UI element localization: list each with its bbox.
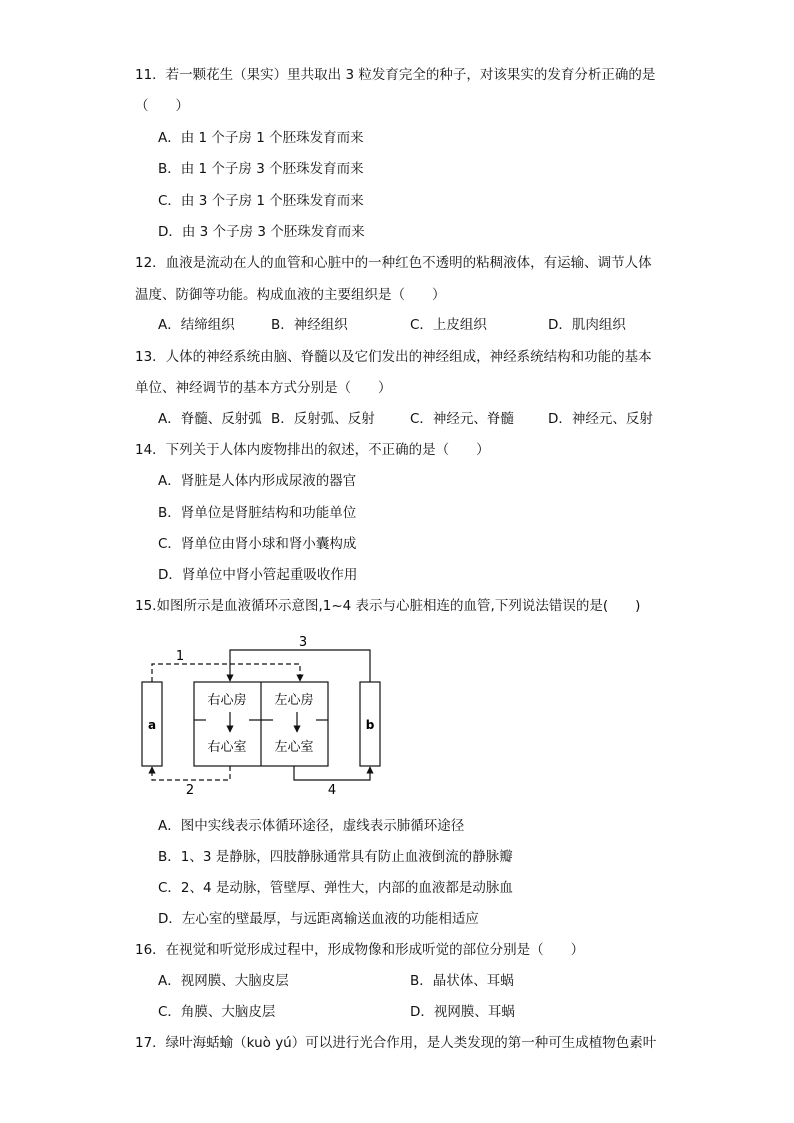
left-ventricle-label: 左心室 — [274, 740, 314, 755]
q11-stem-line1: 11．若一颗花生（果实）里共取出 3 粒发育完全的种子，对该果实的发育分析正确的是 — [135, 67, 656, 83]
q14-option-d: D．肾单位中肾小管起重吸收作用 — [158, 567, 358, 583]
q11-option-b: B．由 1 个子房 3 个胚珠发育而来 — [158, 161, 364, 177]
q14-stem-line1: 14．下列关于人体内废物排出的叙述，不正确的是（ ） — [135, 442, 490, 458]
q13-stem-line2: 单位、神经调节的基本方式分别是（ ） — [135, 380, 392, 396]
vessel-1-label: 1 — [175, 649, 185, 664]
q11-option-c: C．由 3 个子房 1 个胚珠发育而来 — [158, 193, 364, 209]
q15-option-d: D．左心室的壁最厚，与远距离输送血液的功能相适应 — [158, 911, 479, 927]
right-atrium-label: 右心房 — [207, 693, 247, 708]
q12-option-a: A．结缔组织 — [158, 317, 235, 333]
q11-stem-line2: （ ） — [135, 98, 189, 114]
q14-option-b: B．肾单位是肾脏结构和功能单位 — [158, 505, 357, 521]
blood-circulation-diagram — [130, 630, 390, 800]
q15-option-b: B．1、3 是静脉，四肢静脉通常具有防止血液倒流的静脉瓣 — [158, 849, 513, 865]
q13-option-a: A．脊髓、反射弧 — [158, 411, 262, 427]
q13-stem-line1: 13．人体的神经系统由脑、脊髓以及它们发出的神经组成，神经系统结构和功能的基本 — [135, 349, 652, 365]
q14-option-c: C．肾单位由肾小球和肾小囊构成 — [158, 536, 357, 552]
q16-option-d: D．视网膜、耳蜗 — [410, 1004, 515, 1020]
right-ventricle-label: 右心室 — [207, 740, 247, 755]
q16-option-a: A．视网膜、大脑皮层 — [158, 973, 289, 989]
q13-option-b: B．反射弧、反射 — [271, 411, 375, 427]
q12-stem-line1: 12．血液是流动在人的血管和心脏中的一种红色不透明的粘稠液体，有运输、调节人体 — [135, 255, 652, 271]
vessel-3-label: 3 — [298, 635, 308, 650]
q11-option-d: D．由 3 个子房 3 个胚珠发育而来 — [158, 224, 365, 240]
q15-option-c: C．2、4 是动脉，管壁厚、弹性大，内部的血液都是动脉血 — [158, 880, 513, 896]
vessel-4-label: 4 — [327, 783, 337, 798]
q11-option-a: A．由 1 个子房 1 个胚珠发育而来 — [158, 130, 364, 146]
q16-option-c: C．角膜、大脑皮层 — [158, 1004, 276, 1020]
q12-option-c: C．上皮组织 — [410, 317, 487, 333]
left-atrium-label: 左心房 — [274, 693, 314, 708]
vessel-a-label: a — [147, 718, 157, 732]
q13-option-c: C．神经元、脊髓 — [410, 411, 514, 427]
vessel-2-label: 2 — [185, 783, 195, 798]
q17-stem-line1: 17．绿叶海蛞蝓（kuò yú）可以进行光合作用，是人类发现的第一种可生成植物色素叶 — [135, 1035, 657, 1051]
q14-option-a: A．肾脏是人体内形成尿液的器官 — [158, 473, 357, 489]
q15-stem-line1: 15.如图所示是血液循环示意图,1~4 表示与心脏相连的血管,下列说法错误的是( ) — [135, 598, 641, 614]
q15-option-a: A．图中实线表示体循环途径，虚线表示肺循环途径 — [158, 818, 465, 834]
q16-stem-line1: 16．在视觉和听觉形成过程中，形成物像和形成听觉的部位分别是（ ） — [135, 942, 585, 958]
q12-option-d: D．肌肉组织 — [548, 317, 626, 333]
q13-option-d: D．神经元、反射 — [548, 411, 653, 427]
q16-option-b: B．晶状体、耳蜗 — [410, 973, 514, 989]
vessel-b-label: b — [365, 718, 375, 732]
q12-option-b: B．神经组织 — [271, 317, 348, 333]
q12-stem-line2: 温度、防御等功能。构成血液的主要组织是（ ） — [135, 287, 446, 303]
